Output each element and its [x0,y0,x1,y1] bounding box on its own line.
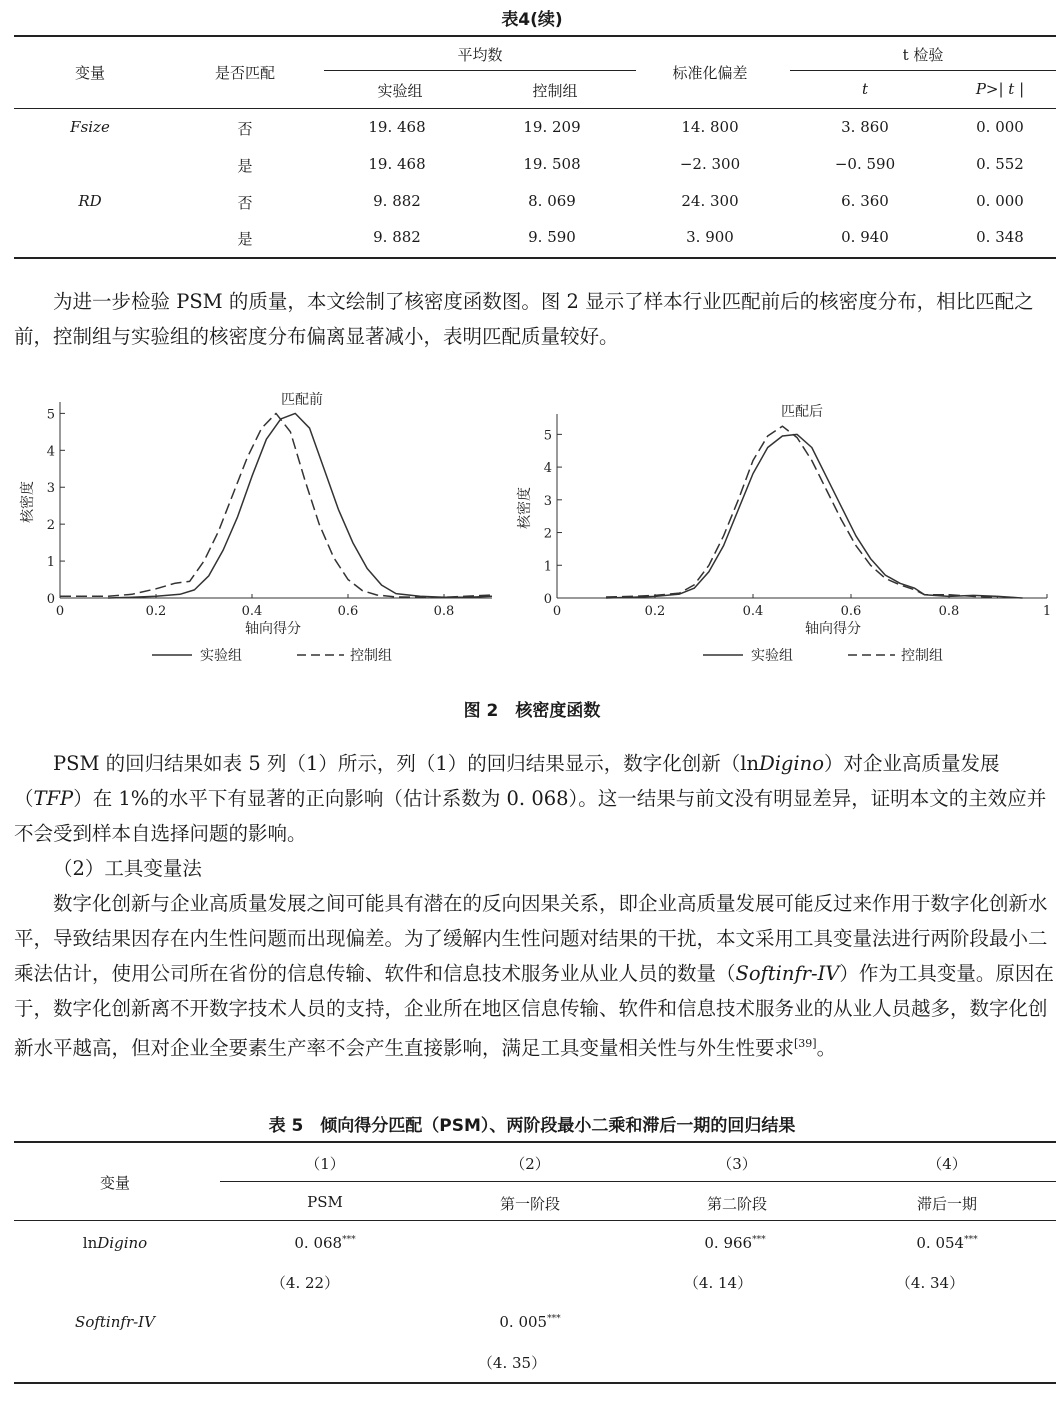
chart-title: 匹配前 [281,392,323,408]
x-tick-label: 0.2 [145,604,167,619]
x-tick-label: 0.8 [433,604,455,619]
table4-cell-matched: 是 [237,157,253,175]
table4-cell-matched: 否 [237,120,253,138]
series-control-line [606,426,998,597]
legend-control-label: 控制组 [901,648,943,664]
table4-cell-p-value: 0. 000 [976,118,1024,136]
table4-header-std-bias: 标准化偏差 [672,64,748,82]
y-tick-label: 4 [543,461,552,477]
chart-title: 匹配后 [781,404,823,420]
y-axis-label: 核密度 [517,487,533,529]
table4-cell-variable: Fsize [70,118,110,136]
table5-top-rule [14,1141,1056,1143]
table4-header-t: t [861,80,869,98]
table4-cell-t-value: 3. 860 [841,118,889,136]
table4-cell-p-value: 0. 000 [976,192,1024,210]
table5-subcol-first-stage: 第一阶段 [499,1195,560,1213]
table5-col-3: （3） [717,1155,757,1173]
series-treat-line [108,413,492,598]
y-tick-label: 1 [46,555,55,571]
y-tick-label: 3 [543,493,552,509]
paragraph-psm-quality [14,284,1054,354]
table5-col-4: （4） [927,1155,967,1173]
table4-bottom-rule [14,257,1056,259]
table5-title: 表 5 倾向得分匹配（PSM）、两阶段最小二乘和滞后一期的回归结果 [268,1116,796,1136]
paragraph-psm-quality-text: 为进一步检验 PSM 的质量，本文绘制了核密度函数图。图 2 显示了样本行业匹配前后的核密度分布，相比匹配之前，控制组与实验组的核密度分布偏离显著减小，表明匹配质量较好。 [14,290,1034,348]
table4-header-treat: 实验组 [377,82,423,100]
table5-tstat-1-3: （4. 14） [683,1274,753,1292]
y-tick-label: 2 [46,518,55,534]
table5-subcol-second-stage: 第二阶段 [706,1195,767,1213]
table4-ttest-rule [790,70,1056,71]
table4-cell-control-mean: 19. 209 [523,118,581,136]
table5-tstat-2-2: （4. 35） [477,1354,547,1372]
table4-header-p: P>| t | [975,80,1025,98]
x-axis-label: 轴向得分 [245,621,301,637]
table4-top-rule [14,35,1056,37]
table4-mean-rule [324,70,636,71]
table4-cell-std-bias: 24. 300 [681,192,739,210]
table4-header-mean: 平均数 [457,46,503,64]
table4-cell-t-value: −0. 590 [834,155,896,173]
table4-cell-matched: 否 [237,194,253,212]
table4-cell-treat-mean: 19. 468 [368,155,426,173]
table5-cell-1-1: 0. 068*** [294,1234,356,1252]
y-tick-label: 1 [543,559,552,575]
series-control-line [60,413,492,597]
table5-subcol-psm: PSM [307,1193,343,1211]
y-tick-label: 0 [46,592,55,607]
table5-cell-1-3: 0. 966*** [704,1234,766,1252]
table5-tstat-1-1: （4. 22） [270,1274,340,1292]
table5-col-2: （2） [510,1155,550,1173]
table4-cell-control-mean: 8. 069 [528,192,576,210]
x-axis-label: 轴向得分 [805,621,861,637]
table4-cell-std-bias: 3. 900 [686,228,734,246]
x-tick-label: 0.6 [840,604,862,619]
table4-cell-control-mean: 19. 508 [523,155,581,173]
table4-cell-t-value: 0. 940 [841,228,889,246]
table4-cell-variable: RD [78,192,102,210]
table4-cell-p-value: 0. 348 [976,228,1024,246]
table4-cell-t-value: 6. 360 [841,192,889,210]
table4-cell-treat-mean: 9. 882 [373,192,421,210]
table4-header-ttest: t 检验 [902,46,944,64]
y-axis-label: 核密度 [20,481,36,523]
section-heading-iv: （2）工具变量法 [53,857,202,880]
table4-header-control: 控制组 [532,82,578,100]
x-tick-label: 0.4 [742,604,764,619]
series-treat-line [606,434,1023,598]
table5-bottom-rule [14,1382,1056,1384]
y-tick-label: 0 [543,592,552,607]
table5-tstat-1-4: （4. 34） [895,1274,965,1292]
y-tick-label: 4 [46,444,55,460]
paragraph-psm-results [14,746,1054,1066]
table4-cell-std-bias: 14. 800 [681,118,739,136]
chart-before-matching [19,392,492,664]
table5-row-iv-label: Softinfr-IV [75,1313,155,1331]
table5-header-rule [14,1220,1056,1221]
table4-cell-treat-mean: 19. 468 [368,118,426,136]
y-tick-label: 5 [543,428,552,444]
chart-after-matching [516,404,1051,664]
table4-header-matched: 是否匹配 [214,64,275,82]
x-tick-label: 0.2 [644,604,666,619]
table4-cell-std-bias: −2. 300 [679,155,741,173]
table5-cell-2-2: 0. 005*** [499,1313,561,1331]
y-tick-label: 5 [46,407,55,423]
y-tick-label: 3 [46,481,55,497]
table5-row-lndigino-label: lnDigino [82,1234,148,1252]
table4-header-variable: 变量 [74,64,105,82]
x-tick-label: 0.6 [337,604,359,619]
table4-title: 表4(续) [501,10,563,30]
legend-control-label: 控制组 [350,648,392,664]
x-tick-label: 0 [55,604,65,619]
figure-caption: 图 2 核密度函数 [463,701,601,721]
table4-header-rule [14,108,1056,109]
figure-kernel-density [0,376,1064,686]
table5-cols-rule [220,1181,1056,1182]
table5-cell-1-4: 0. 054*** [916,1234,978,1252]
x-tick-label: 0.8 [938,604,960,619]
table5-subcol-lag: 滞后一期 [916,1195,977,1213]
table4-cell-matched: 是 [237,230,253,248]
paragraph-psm-results-text: PSM 的回归结果如表 5 列（1）所示，列（1）的回归结果显示，数字化创新（lnDigino）对企业高质量发展（TFP）在 1%的水平下有显著的正向影响（估计系数为 0. 068）。这一结果与前文没有明显差异，证明本文的主效应并不会受到样本自选择问题的影响。 [14,752,1047,845]
table4-cell-control-mean: 9. 590 [528,228,576,246]
legend-treat-label: 实验组 [751,648,793,664]
table5-header-variable: 变量 [99,1174,130,1192]
legend-treat-label: 实验组 [200,648,242,664]
x-tick-label: 0.4 [241,604,263,619]
table5-col-1: （1） [305,1155,345,1173]
y-tick-label: 2 [543,526,552,542]
x-tick-label: 0 [552,604,562,619]
table4-cell-treat-mean: 9. 882 [373,228,421,246]
x-tick-label: 1 [1042,604,1052,619]
paragraph-iv-text: 数字化创新与企业高质量发展之间可能具有潜在的反向因果关系，即企业高质量发展可能反过来作用于数字化创新水平，导致结果因存在内生性问题而出现偏差。为了缓解内生性问题对结果的干扰，本文采用工具变量法进行两阶段最小二乘法估计，使用公司所在省份的信息传输、软件和信息技术服务业从业人员的数量（Softinfr-IV）作为工具变量。原因在于，数字化创新离不开数字技术人员的支持，企业所在地区信息传输、软件和信息技术服务业的从业人员越多，数字化创新水平越高，但对企业全要素生产率不会产生直接影响，满足工具变量相关性与外生性要求[39]。 [14,892,1054,1060]
table4-cell-p-value: 0. 552 [976,155,1024,173]
